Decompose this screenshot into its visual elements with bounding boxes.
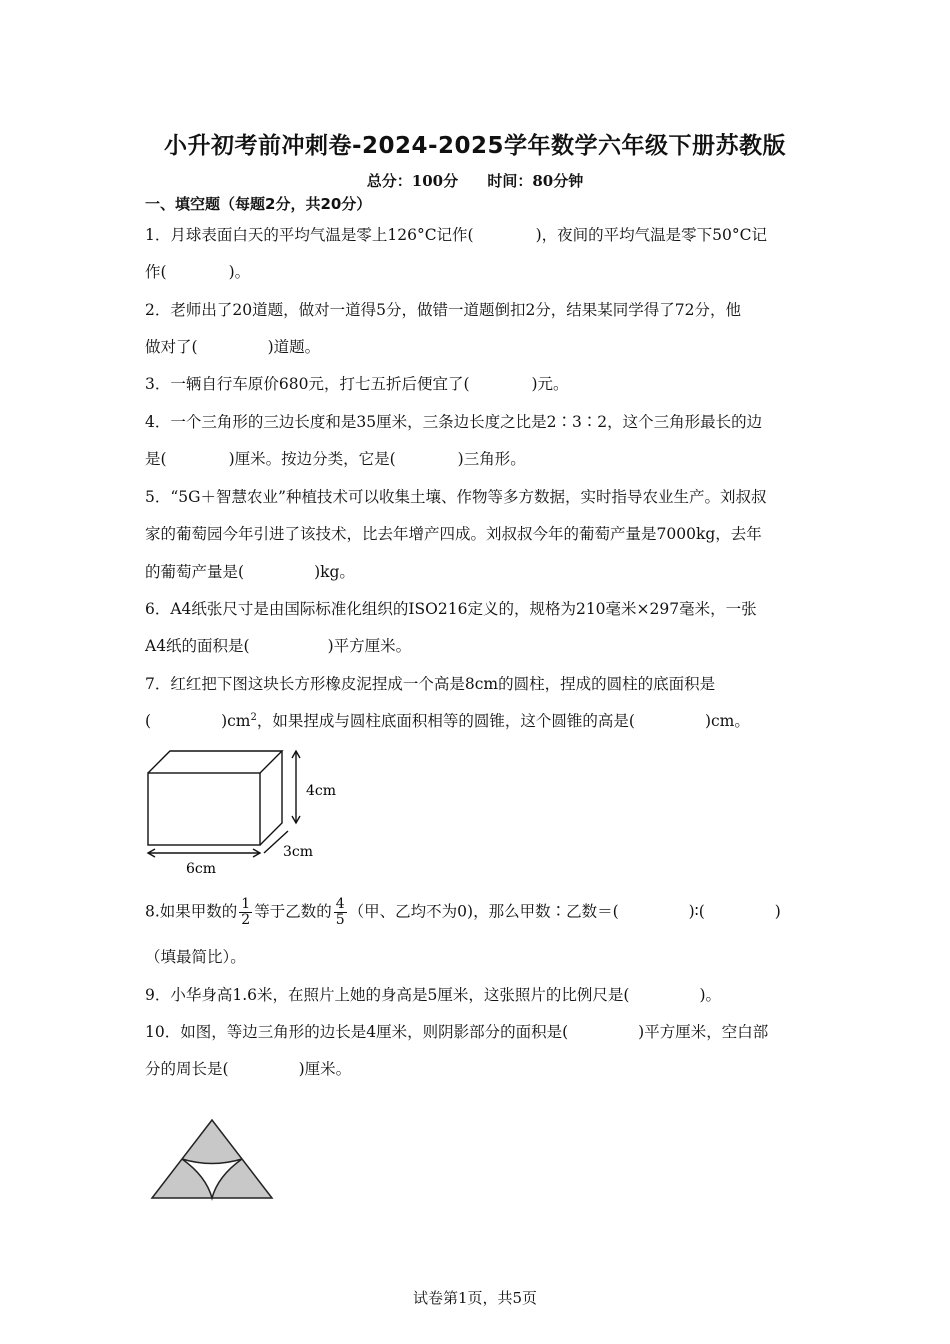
cuboid-top-face [148,751,282,773]
question-10-line-2 [145,1057,351,1079]
section-heading: 一、填空题（每题2分，共20分） [145,195,372,213]
q10-text-d: )厘米。 [298,1060,352,1078]
question-2-line-1 [145,298,741,320]
question-4-line-1 [145,410,762,432]
depth-label: 3cm [283,844,314,860]
question-7-line-1 [145,672,715,694]
q3-text-a: 3．一辆自行车原价680元，打七五折后便宜了( [145,375,470,393]
q8-text-d: )∶( [688,902,705,921]
q7-text-e: )cm。 [704,712,750,730]
question-5-line-1 [145,485,766,507]
q4-text-c: )厘米。按边分类，它是( [228,450,396,468]
question-1-line-2 [145,260,250,282]
length-label: 6cm [186,861,217,877]
question-2-line-2 [145,335,320,357]
question-8-line-2 [145,945,246,967]
q1-text-c: 作( [145,263,167,281]
q1-text-a: 1．月球表面白天的平均气温是零上126°C记作( [145,226,474,244]
cuboid-figure [140,743,350,878]
fraction-four-fifths [334,897,347,928]
q8-text-b: 等于乙数的 [254,902,332,921]
cuboid-front-face [148,773,260,845]
q10-text-b: )平方厘米，空白部 [638,1023,769,1041]
page-footer: 试卷第1页，共5页 [412,1289,538,1307]
q2-text-a: 2．老师出了20道题，做对一道得5分，做错一道题倒扣2分，结果某同学得了72分，他 [145,301,742,319]
fraction-denominator: 5 [335,912,345,928]
q8-text-f: （填最简比）。 [145,948,246,966]
q7-text-d: ，如果捏成与圆柱底面积相等的圆锥，这个圆锥的高是( [256,712,635,730]
fraction-numerator: 4 [335,896,345,912]
fraction-numerator: 1 [241,896,251,912]
q5-text-c: 的葡萄产量是( [145,563,245,581]
q1-text-b: )，夜间的平均气温是零下50°C记 [535,226,767,244]
q10-text-c: 分的周长是( [145,1060,229,1078]
q9-text-b: )。 [699,986,721,1004]
exam-time: 时间：80分钟 [487,172,584,190]
q4-text-d: )三角形。 [457,450,526,468]
question-5-line-3 [145,560,355,582]
q7-superscript: 2 [250,711,257,723]
q8-text-c: （甲、乙均不为0)，那么甲数∶乙数＝( [348,902,619,921]
q8-text-e: ) [774,902,781,921]
question-5-line-2 [145,522,762,544]
total-score: 总分：100分 [366,172,459,190]
fraction-denominator: 2 [241,912,251,928]
page-title: 小升初考前冲刺卷-2024-2025学年数学六年级下册苏教版 [163,133,787,159]
q2-text-c: )道题。 [267,338,321,356]
question-8-line-1 [145,897,781,928]
question-7-line-2 [145,709,750,731]
question-10-line-1 [145,1020,768,1042]
q3-text-b: )元。 [531,375,569,393]
question-1-line-1 [145,223,767,245]
q5-text-b: 家的葡萄园今年引进了该技术，比去年增产四成。刘叔叔今年的葡萄产量是7000kg，去年 [145,525,762,543]
q4-text-b: 是( [145,450,167,468]
exam-meta [0,170,950,191]
q7-text-a: 7．红红把下图这块长方形橡皮泥捏成一个高是8cm的圆柱，捏成的圆柱的底面积是 [145,675,716,693]
q6-text-c: )平方厘米。 [327,637,412,655]
question-3-line-1 [145,372,569,394]
question-9-line-1 [145,983,721,1005]
q7-text-b: ( [145,712,152,730]
question-4-line-2 [145,447,526,469]
q8-text-a: 8.如果甲数的 [145,902,238,921]
fraction-one-half [239,897,252,928]
q5-text-d: )kg。 [314,563,355,581]
q4-text-a: 4．一个三角形的三边长度和是35厘米，三条边长度之比是2∶3∶2，这个三角形最长的边 [145,413,763,431]
height-label: 4cm [306,783,337,799]
q10-text-a: 10．如图，等边三角形的边长是4厘米，则阴影部分的面积是( [145,1023,569,1041]
q1-text-d: )。 [228,263,251,281]
cuboid-side-face [260,751,282,845]
q9-text-a: 9．小华身高1.6米，在照片上她的身高是5厘米，这张照片的比例尺是( [145,986,630,1004]
q7-text-c: )cm [221,712,251,730]
q6-text-b: A4纸的面积是( [145,637,250,655]
triangle-figure [148,1118,276,1202]
question-6-line-1 [145,597,757,619]
question-6-line-2 [145,634,411,656]
q6-text-a: 6．A4纸张尺寸是由国际标准化组织的ISO216定义的，规格为210毫米×297毫米，一张 [145,600,757,618]
q5-text-a: 5．“5G＋智慧农业”种植技术可以收集土壤、作物等多方数据，实时指导农业生产。刘叔叔 [145,488,767,506]
q2-text-b: 做对了( [145,338,198,356]
